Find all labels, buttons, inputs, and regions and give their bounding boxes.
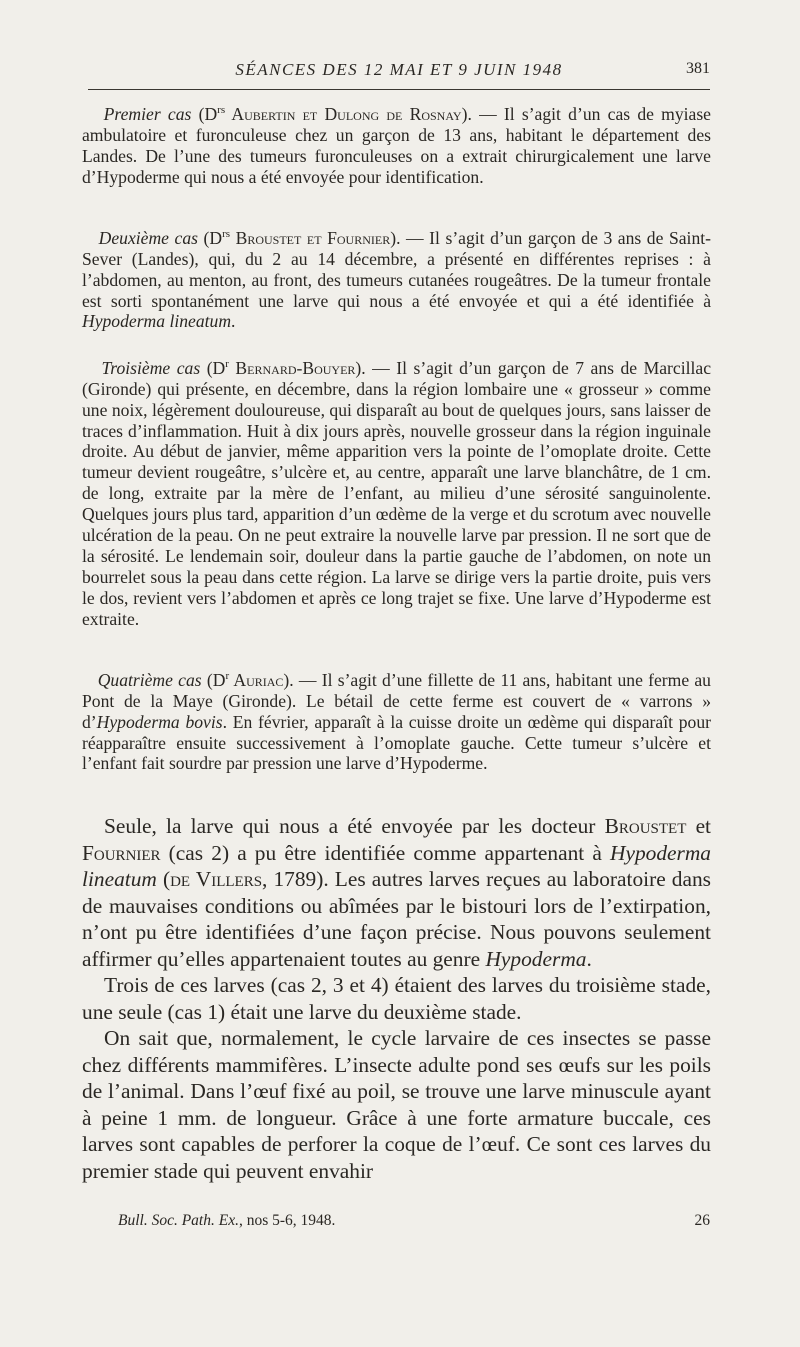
case-1-doctors: Aubertin et Dulong de Rosnay).	[225, 103, 472, 124]
body-text	[82, 813, 711, 1184]
body-paragraph-1	[82, 813, 711, 972]
body-p1-c: (cas 2) a pu être identifiée comme appartenant à	[160, 840, 610, 865]
footer-journal: Bull. Soc. Path. Ex.	[118, 1212, 239, 1229]
body-p1-fournier: Fournier	[82, 840, 161, 865]
case-4-doctors-prefix: (D	[206, 669, 226, 690]
case-4-species: Hypoderma bovis	[96, 711, 223, 732]
header-rule	[88, 89, 710, 90]
body-p1-d: (	[156, 867, 171, 891]
footer-citation	[118, 1212, 335, 1230]
running-head	[88, 58, 710, 84]
body-p1-broustet: Broustet	[604, 814, 687, 838]
case-1-doctors-prefix: (D	[198, 103, 218, 124]
case-3-doctors-sup: r	[225, 358, 229, 370]
case-1-paragraph	[82, 100, 711, 187]
case-3-doctors-prefix: (D	[206, 357, 226, 378]
case-2-species: Hypoderma lineatum	[82, 311, 232, 332]
body-p1-b: et	[686, 814, 711, 838]
case-3-text: — Il s’agit d’un garçon de 7 ans de Marcillac (Gironde) qui présente, en décembre, dans la région lombaire une « grosseur » comme une noix, légèrement douloureuse, qui disparaît au bout de quelques jours, sans laisser de traces d’inflammation. Huit à dix jours après, nouvelle grosseur dans la région inguinale droite. Au début de janvier, même apparition vers la pointe de l’omoplate droite. Cette tumeur devient rougeâtre, s’ulcère et, au centre, apparaît une larve blanchâtre, de 1 cm. de long, extraite par la mère de l’enfant, au milieu d’une sérosité sanguinolente. Quelques jours plus tard, apparition d’un œdème de la verge et du scrotum avec nouvelle ulcération de la peau. On ne peut extraire la nouvelle larve par pression. Il ne sort que de la sérosité. Le lendemain soir, douleur dans la partie gauche de l’abdomen, on note un bourrelet sous la peau dans cette région. La larve se dirige vers la partie droite, puis vers le dos, revient vers l’abdomen et après ce long trajet se fixe. Une larve d’Hypoderme est extraite.	[82, 357, 711, 629]
page-footer	[118, 1212, 710, 1234]
body-paragraph-3: On sait que, normalement, le cycle larvaire de ces insectes se passe chez différents mammifères. L’insecte adulte pond ses œufs sur les poils de l’animal. Dans l’œuf fixé au poil, se trouve une larve minuscule ayant à peine 1 mm. de longueur. Grâce à une forte armature buccale, ces larves sont capables de perforer la coque de l’œuf. Ce sont ces larves du premier stade qui peuvent envahir	[82, 1026, 711, 1183]
case-2-label: Deuxième cas	[98, 227, 198, 248]
body-p1-f: .	[586, 946, 592, 971]
case-4-paragraph	[82, 666, 711, 774]
case-3-doctors: Bernard-Bouyer).	[228, 357, 366, 378]
body-p1-species: Hypoderma lineatum	[82, 840, 711, 891]
case-2-text: — Il s’agit d’un garçon de 3 ans de Saint-Sever (Landes), qui, du 2 au 14 décembre, a présenté en différentes reprises : à l’abdomen, au menton, au front, des tumeurs cutanées rougeâtres. De la tumeur frontale est sorti spontanément une larve qui nous a été envoyée et qui a été identifiée à	[82, 227, 711, 311]
case-1-text: — Il s’agit d’un cas de myiase ambulatoire et furonculeuse chez un garçon de 13 ans, habitant le département des Landes. De l’une des tumeurs furonculeuses on a extrait chirurgicalement une larve d’Hypoderme qui nous a été envoyée pour identification.	[82, 103, 711, 187]
case-2-doctors: Broustet et Fournier).	[230, 227, 401, 248]
running-head-title: SÉANCES DES 12 MAI ET 9 JUIN 1948	[235, 60, 563, 79]
footer-citation-rest: , nos 5-6, 1948.	[238, 1212, 336, 1229]
body-p1-genus: Hypoderma	[485, 946, 587, 971]
body-p1-e: , 1789). Les autres larves reçues au laboratoire dans de mauvaises conditions ou abîmées par le bistouri lors de l’extirpation, n’ont pu être identifiées d’une façon précise. Nous pouvons seulement affirmer qu’elles appartenaient toutes au genre	[82, 867, 711, 971]
case-4-tail: . En février, apparaît à la cuisse droite un œdème qui disparaît pour réapparaître ensuite successivement à l’omoplate gauche. Cette tumeur s’ulcère et l’enfant fait sourdre par pression une larve d’Hypoderme.	[82, 711, 711, 774]
body-paragraph-2: Trois de ces larves (cas 2, 3 et 4) étaient des larves du troisième stade, une seule (cas 1) était une larve du deuxième stade.	[82, 973, 711, 1024]
case-2-doctors-prefix: (D	[203, 227, 223, 248]
body-p1-a: Seule, la larve qui nous a été envoyée par les docteur	[104, 814, 605, 838]
footer-signature: 26	[694, 1212, 710, 1229]
case-1-label: Premier cas	[103, 103, 192, 124]
case-1-doctors-sup: rs	[217, 104, 226, 116]
case-4-text: — Il s’agit d’une fillette de 11 ans, habitant une ferme au Pont de la Maye (Gironde). Le bétail de cette ferme est couvert de « varrons » d’	[82, 669, 711, 732]
case-3-label: Troisième cas	[101, 357, 201, 378]
case-3-paragraph	[82, 354, 711, 630]
page-number: 381	[686, 60, 710, 77]
case-2-tail: .	[231, 311, 236, 332]
case-4-doctors-sup: r	[225, 670, 230, 682]
case-2-paragraph	[82, 224, 711, 332]
body-p1-de-villers: de Villers	[170, 867, 263, 891]
case-4-doctors: Auriac).	[229, 669, 294, 690]
case-4-label: Quatrième cas	[97, 669, 202, 690]
case-2-doctors-sup: rs	[222, 228, 231, 240]
